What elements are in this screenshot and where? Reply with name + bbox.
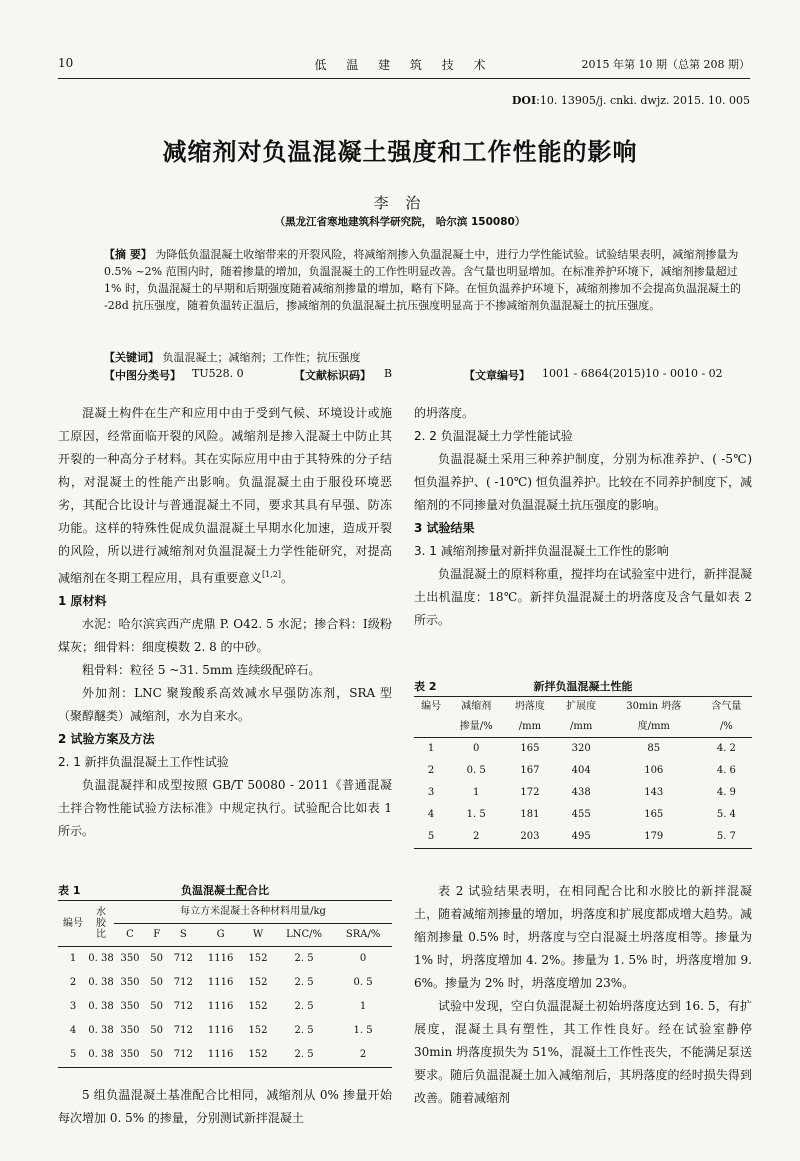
section-2-2-paragraph: 负温混凝土采用三种养护制度，分别为标准养护、( -5℃) 恒负温养护、( -10℃) 恒负温养护。比较在不同养护制度下，减缩剂的不同掺量对负温混凝土抗压强度的影响。 [414, 452, 752, 512]
table-cell: 0 [473, 743, 480, 754]
running-head [58, 56, 750, 76]
intro-text: 混凝土构件在生产和应用中由于受到气候、环境设计或施工原因，经常面临开裂的风险。减缩剂是掺入混凝土中防止其开裂的一种高分子材料。其在实际应用中由于其特殊的分子结构，对混凝土的性能产出影响。负温混凝土由于服役环境恶劣，其配合比设计与普通混凝土不同，要求其具有早强、防冻功能。这样的特殊性促成负温混凝土早期水化加速，造成开裂的风险，所以进行减缩剂对负温混凝土力学性能研究，对提高减缩剂在冬期工程应用，具有重要意义 [58, 406, 392, 585]
table-cell: 152 [248, 953, 268, 964]
table-2-col-subheader: 掺量/% [459, 721, 493, 732]
materials-p3: 外加剂：LNC 聚羧酸系高效减水早强防冻剂，SRA 型（聚醇醚类）减缩剂，水为自来水。 [58, 686, 392, 723]
article-no-label: 【文章编号】 [464, 369, 530, 382]
table-cell: 712 [173, 1049, 193, 1060]
abstract-text: 为降低负温混凝土收缩带来的开裂风险，将减缩剂掺入负温混凝土中，进行力学性能试验。试验结果表明，减缩剂掺量为 0.5% ~2% 范围内时，随着掺量的增加，负温混凝土的工作性明显改善。含气量也明显增加。在标准养护环境下，减缩剂掺量超过 1% 时，负温混凝土的早期和后期强度随着减缩剂掺量的增加，略有下降。在恒负温养护环境下，减缩剂掺加不会提高负温混凝土的 -28d 抗压强度，随着负温转正温后，掺减缩剂的负温混凝土抗压强度明显高于不掺减缩剂负温混凝土的抗压强度。 [104, 248, 741, 312]
table-2-col-subheader: 度/mm [637, 721, 670, 732]
table-cell: 3 [427, 787, 435, 798]
table-cell: 5. 7 [716, 831, 736, 842]
section-2-1-paragraph: 负温混凝拌和成型按照 GB/T 50080 - 2011《普通混凝土拌合物性能试验方法标准》中规定执行。试验配合比如表 1 所示。 [58, 778, 392, 838]
table-cell: 712 [173, 1001, 193, 1012]
table-cell: 2. 5 [294, 1049, 314, 1060]
table-cell: 181 [520, 809, 540, 820]
table-1-group-header: 每立方米混凝土各种材料用量/kg [180, 906, 326, 917]
discussion-p2: 试验中发现，空白负温混凝土初始坍落度达到 16. 5，有扩展度，混凝土具有塑性，其工作性良好。经在试验室静停 30min 坍落度损失为 51%，混凝土工作性丧失，不能满足泵送要求。随后负温混凝土加入减缩剂后，其坍落度的经时损失得到改善。随着减缩剂 [414, 999, 752, 1105]
table-1-title: 负温混凝土配合比 [181, 884, 269, 897]
table-cell: 5 [69, 1049, 77, 1060]
clc-label: 【中图分类号】 [104, 369, 181, 382]
table-row [58, 995, 392, 1019]
table-cell: 143 [644, 787, 664, 798]
doc-code-label: 【文献标识码】 [294, 369, 371, 382]
table-cell: 50 [150, 1001, 164, 1012]
table-cell: 2 [359, 1049, 367, 1060]
table-cell: 2. 5 [294, 1001, 314, 1012]
table-cell: 712 [173, 953, 193, 964]
table-cell: 1 [69, 953, 77, 964]
materials-p2: 粗骨料：粒径 5 ~31. 5mm 连续级配碎石。 [82, 663, 321, 677]
journal-name: 低 温 建 筑 技 术 [314, 58, 494, 72]
table-row [58, 1019, 392, 1043]
section-3-heading: 3 试验结果 [414, 521, 475, 535]
table-row [58, 971, 392, 995]
table-cell: 712 [173, 977, 193, 988]
table-2-number: 表 2 [414, 680, 437, 693]
after-table-1-paragraph: 5 组负温混凝土基准配合比相同，减缩剂从 0% 掺量开始每次增加 0. 5% 的掺量，分别测试新拌混凝土 [58, 1088, 392, 1125]
issue-info: 2015 年第 10 期（总第 208 期） [581, 58, 750, 71]
table-1-header-no: 编号 [63, 917, 83, 929]
right-column-continued [414, 880, 752, 1110]
table-cell: 0 [359, 953, 367, 964]
article-affiliation: （黑龙江省寒地建筑科学研究院， 哈尔滨 150080） [274, 216, 526, 228]
table-cell: 350 [120, 1025, 140, 1036]
article-no-value: 1001 - 6864(2015)10 - 0010 - 02 [542, 367, 723, 380]
table-1-grid [58, 900, 392, 1068]
table-2-title: 新拌负温混凝土性能 [533, 680, 633, 693]
table-cell: 1 [427, 743, 435, 754]
table-row [58, 1043, 392, 1068]
classification-row [104, 367, 742, 383]
table-row [414, 826, 752, 849]
table-cell: 1116 [207, 1001, 234, 1012]
table-cell: 106 [644, 765, 664, 776]
table-cell: 2 [69, 977, 77, 988]
table-2-col-header: 坍落度 [514, 701, 545, 712]
table-1-col-header: C [126, 929, 134, 940]
intro-end: 。 [280, 571, 293, 585]
table-row [414, 738, 752, 761]
table-cell: 438 [571, 787, 591, 798]
table-row [414, 804, 752, 826]
article-author: 李 治 [373, 194, 427, 212]
table-cell: 1. 5 [466, 809, 486, 820]
table-cell: 172 [520, 787, 540, 798]
table-1-col-header: SRA/% [345, 929, 381, 940]
table-2-col-header: 扩展度 [566, 701, 597, 712]
left-column-continued [58, 1084, 392, 1130]
doi-value: :10. 13905/j. cnki. dwjz. 2015. 10. 005 [536, 94, 750, 107]
table-cell: 350 [120, 953, 140, 964]
table-cell: 0. 38 [88, 953, 114, 964]
table-cell: 404 [571, 765, 591, 776]
section-2-2-heading: 2. 2 负温混凝土力学性能试验 [414, 429, 573, 443]
abstract [104, 246, 742, 314]
doi-label: DOI [511, 94, 537, 107]
table-cell: 712 [173, 1025, 193, 1036]
table-1-header-wb: 水 胶 比 [96, 907, 106, 940]
table-cell: 5. 4 [716, 809, 736, 820]
table-cell: 1116 [207, 1049, 234, 1060]
table-cell: 0. 38 [88, 977, 114, 988]
header-rule [58, 78, 750, 79]
table-1-col-header: W [252, 929, 264, 940]
table-cell: 152 [248, 1049, 268, 1060]
table-cell: 165 [644, 809, 664, 820]
keywords [104, 349, 361, 365]
table-cell: 2 [427, 765, 435, 776]
table-cell: 0. 38 [88, 1001, 114, 1012]
table-1 [58, 880, 392, 1068]
table-2-col-header: 30min 坍落 [626, 701, 682, 712]
table-1-col-header: S [179, 929, 187, 940]
table-cell: 4. 2 [716, 743, 736, 754]
table-2 [414, 676, 752, 849]
table-cell: 165 [520, 743, 540, 754]
table-2-caption [414, 676, 752, 696]
table-cell: 3 [69, 1001, 77, 1012]
table-1-caption [58, 880, 392, 900]
table-cell: 0. 38 [88, 1025, 114, 1036]
table-cell: 179 [644, 831, 664, 842]
intro-paragraph [58, 402, 392, 590]
table-1-col-header: LNC/% [286, 929, 323, 940]
article-title: 减缩剂对负温混凝土强度和工作性能的影响 [162, 138, 638, 166]
table-cell: 85 [647, 743, 661, 754]
table-row [58, 947, 392, 972]
table-cell: 2 [473, 831, 480, 842]
table-cell: 50 [150, 953, 164, 964]
table-cell: 4. 9 [716, 787, 736, 798]
table-cell: 350 [120, 1001, 140, 1012]
table-cell: 5 [427, 831, 435, 842]
table-cell: 167 [520, 765, 540, 776]
table-cell: 350 [120, 1049, 140, 1060]
table-cell: 350 [120, 977, 140, 988]
table-cell: 50 [150, 977, 164, 988]
right-column [414, 402, 752, 632]
table-cell: 495 [571, 831, 591, 842]
table-row [414, 760, 752, 782]
keywords-text: 负温混凝土；减缩剂；工作性；抗压强度 [162, 351, 361, 364]
left-column [58, 402, 392, 843]
doi [512, 94, 750, 107]
table-cell: 2. 5 [294, 977, 314, 988]
table-2-col-subheader: /mm [518, 721, 542, 732]
table-2-col-subheader: /mm [569, 721, 593, 732]
table-2-col-subheader: /% [719, 721, 733, 732]
table-2-col-header: 含气量 [711, 701, 742, 712]
table-cell: 4 [427, 809, 435, 820]
doc-code-value: B [384, 367, 393, 380]
table-cell: 0. 38 [88, 1049, 114, 1060]
table-cell: 50 [150, 1025, 164, 1036]
table-cell: 320 [571, 743, 591, 754]
section-3-1-heading: 3. 1 减缩剂掺量对新拌负温混凝土工作性的影响 [414, 544, 669, 558]
table-cell: 4. 6 [716, 765, 736, 776]
table-cell: 1116 [207, 977, 234, 988]
table-2-col-subheader [414, 717, 448, 738]
table-cell: 152 [248, 1001, 268, 1012]
table-cell: 1 [473, 787, 480, 798]
continued-text: 的坍落度。 [414, 406, 475, 420]
table-cell: 0. 5 [353, 977, 373, 988]
table-1-col-header: G [216, 929, 225, 940]
discussion-p1: 表 2 试验结果表明，在相同配合比和水胶比的新拌混凝土，随着减缩剂掺量的增加，坍落度和扩展度都成增大趋势。减缩剂掺量 0.5% 时，坍落度与空白混凝土坍落度相等。掺量为 1% 时，坍落度增加 4. 2%。掺量为 1. 5% 时，坍落度增加 9. 6%。掺量为 2% 时，坍落度增加 23%。 [414, 884, 752, 990]
table-2-grid [414, 696, 752, 849]
section-1-heading: 1 原材料 [58, 594, 107, 608]
table-1-number: 表 1 [58, 884, 81, 897]
table-cell: 2. 5 [294, 1025, 314, 1036]
table-cell: 1. 5 [353, 1025, 373, 1036]
section-2-heading: 2 试验方案及方法 [58, 732, 155, 746]
table-cell: 1116 [207, 953, 234, 964]
table-cell: 152 [248, 977, 268, 988]
table-1-col-header: F [153, 929, 161, 940]
table-cell: 455 [571, 809, 591, 820]
materials-p1: 水泥：哈尔滨宾西产虎鼎 P. O42. 5 水泥；掺合料：Ⅰ级粉煤灰；细骨料：细度模数 2. 8 的中砂。 [58, 617, 392, 654]
table-cell: 1 [359, 1001, 367, 1012]
keywords-label: 【关键词】 [104, 351, 159, 364]
section-3-1-paragraph: 负温混凝土的原料称重，搅拌均在试验室中进行，新拌混凝土出机温度：18℃。新拌负温混凝土的坍落度及含气量如表 2 所示。 [414, 567, 752, 627]
table-cell: 203 [520, 831, 540, 842]
section-2-1-heading: 2. 1 新拌负温混凝土工作性试验 [58, 755, 229, 769]
clc-value: TU528. 0 [192, 367, 244, 380]
page-number: 10 [58, 56, 74, 70]
table-cell: 152 [248, 1025, 268, 1036]
table-cell: 2. 5 [294, 953, 314, 964]
abstract-label: 【摘 要】 [104, 248, 152, 261]
table-2-col-header: 减缩剂 [461, 701, 492, 712]
table-cell: 4 [69, 1025, 77, 1036]
table-2-col-header: 编号 [421, 701, 442, 712]
table-row [414, 782, 752, 804]
intro-citation: [1,2] [262, 570, 281, 579]
table-cell: 50 [150, 1049, 164, 1060]
table-cell: 1116 [207, 1025, 234, 1036]
table-cell: 0. 5 [466, 765, 486, 776]
